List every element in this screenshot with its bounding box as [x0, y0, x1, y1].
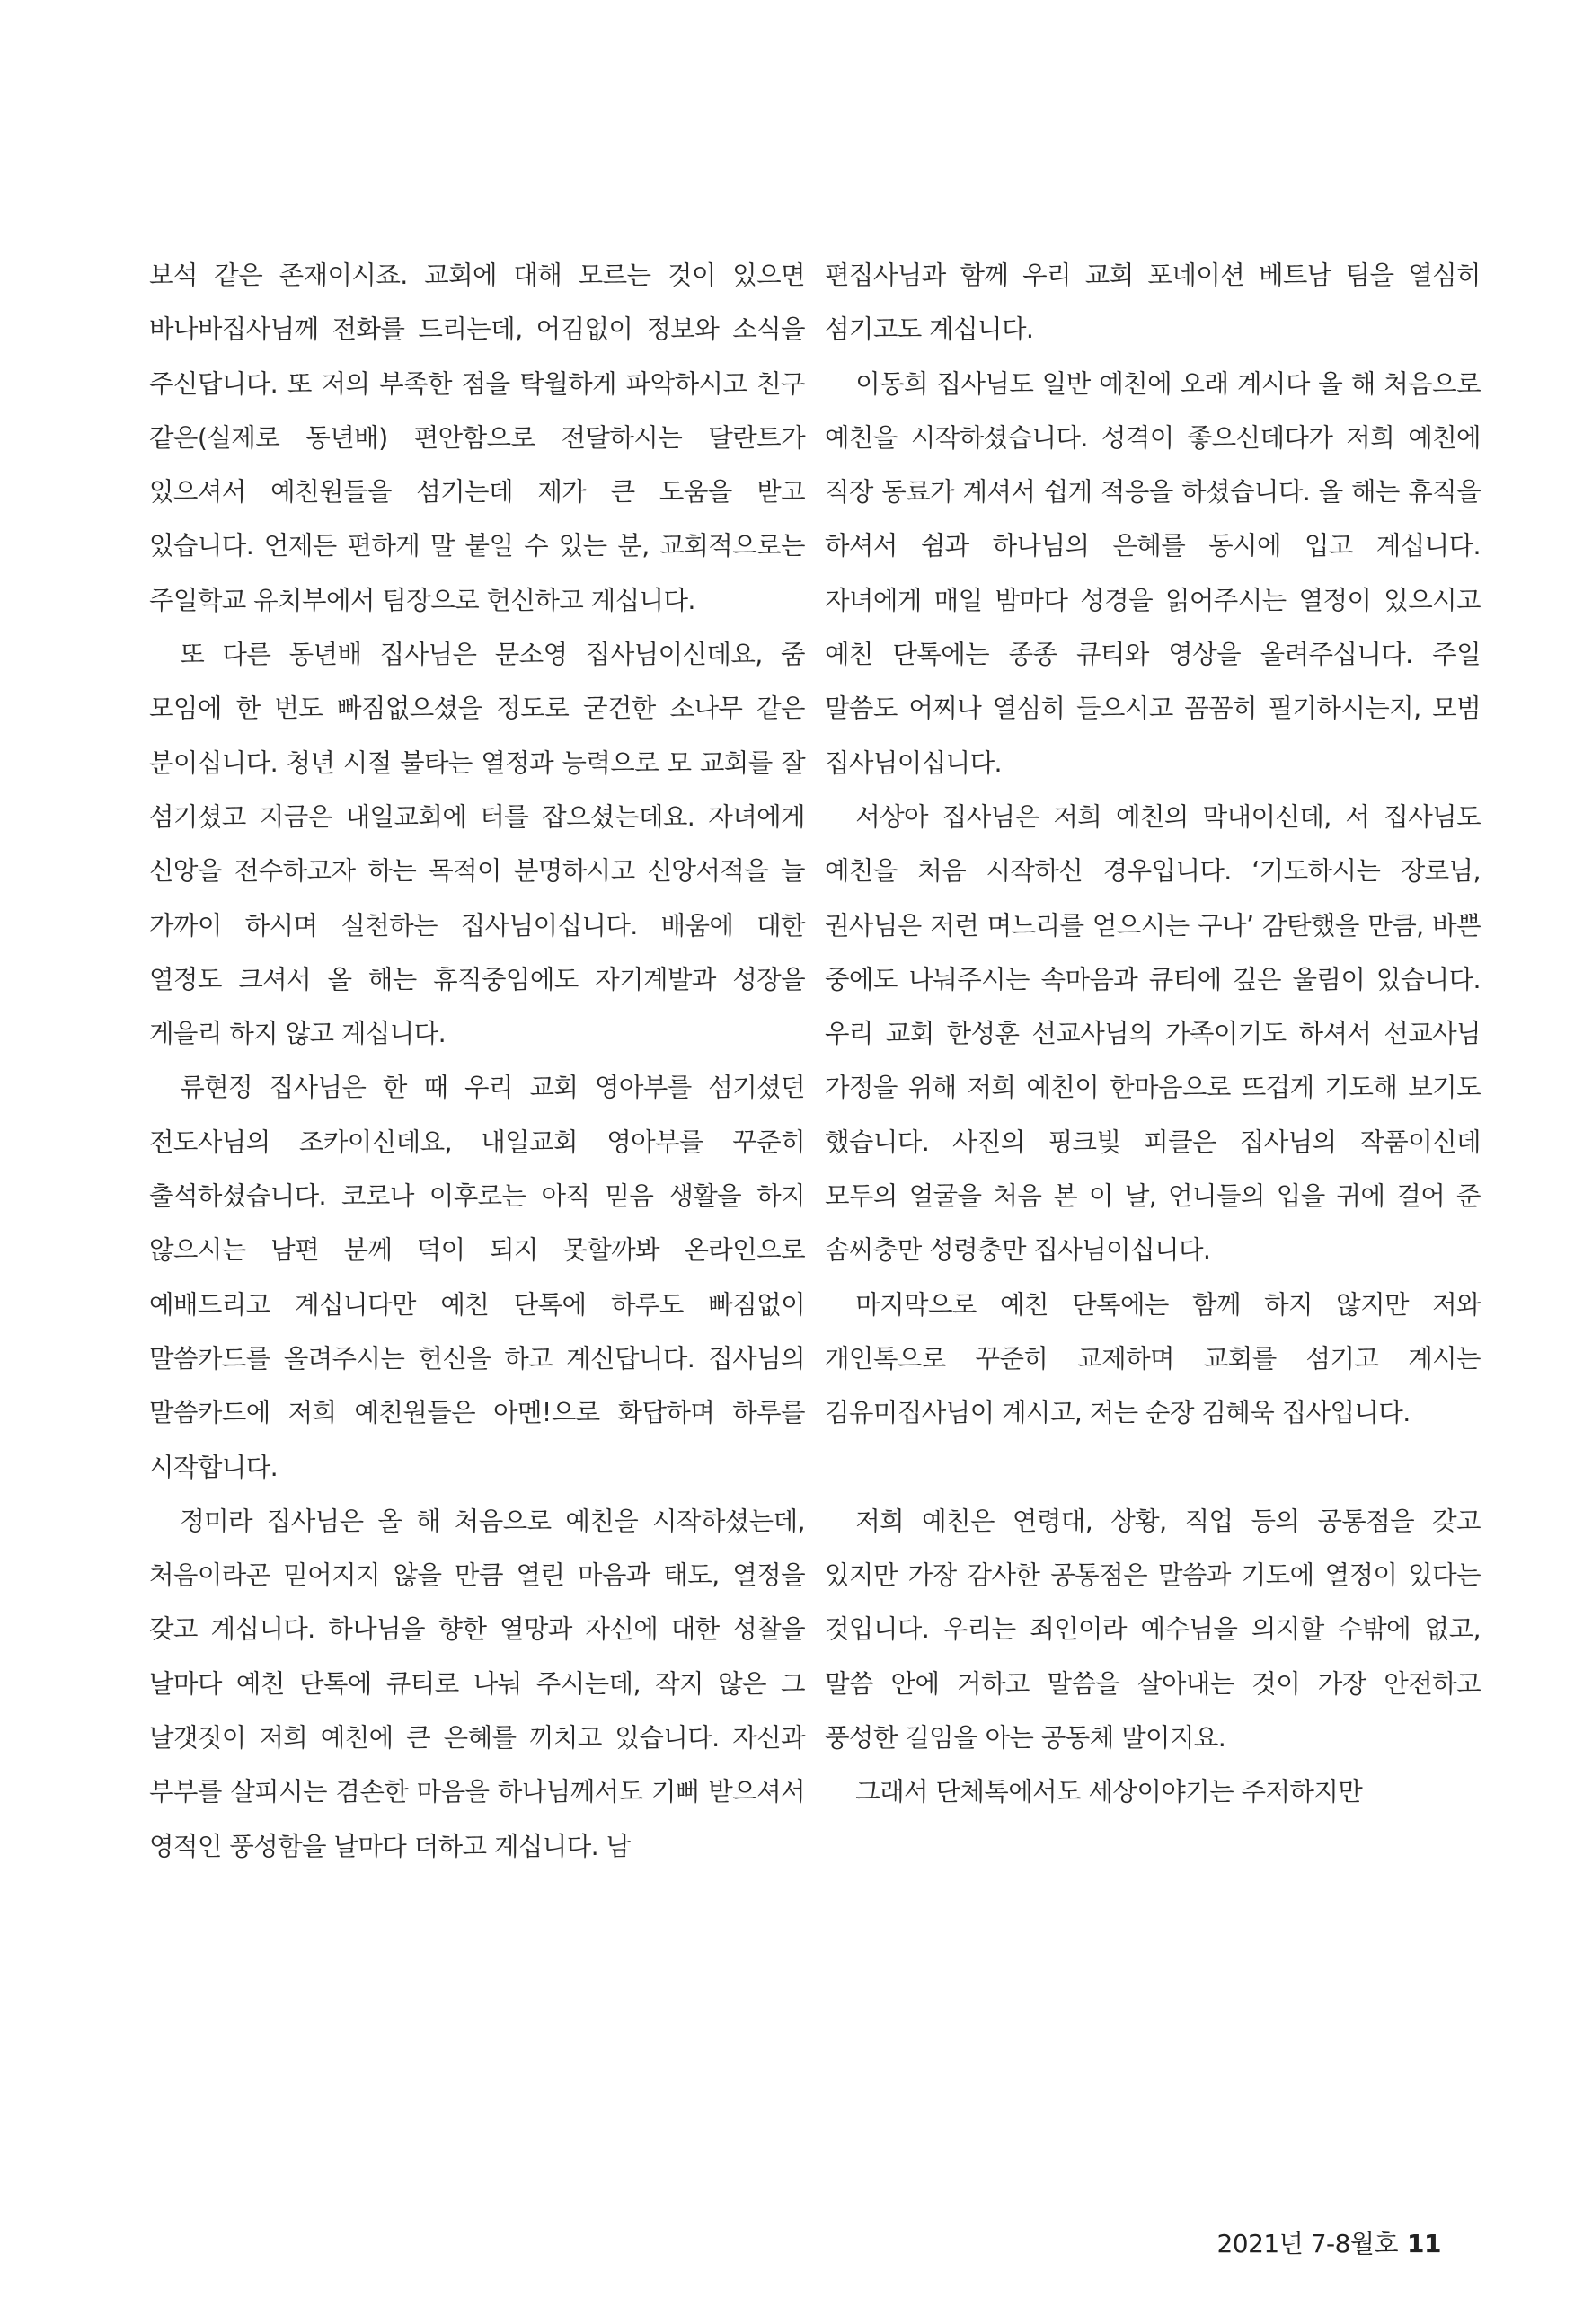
paragraph: 보석 같은 존재이시죠. 교회에 대해 모르는 것이 있으면 바나바집사님께 전화를 드리는데, 어김없이 정보와 소식을 주신답니다. 또 저의 부족한 점을 탁월하게 파악하시고 친구 같은(실제로 동년배) 편안함으로 전달하시는 달란트가 있으셔서 예친원들을 섬기는데 제가 큰 도움을 받고 있습니다. 언제든 편하게 말 붙일 수 있는 분, 교회적으로는 주일학교 유치부에서 팀장으로 헌신하고 계십니다. — [149, 261, 805, 615]
paragraph: 그래서 단체톡에서도 세상이야기는 주저하지만 — [855, 1777, 1363, 1807]
right-text-column — [825, 249, 1481, 1820]
issue-label: 2021년 7-8월호 — [1216, 2229, 1399, 2258]
paragraph: 편집사님과 함께 우리 교회 포네이션 베트남 팀을 열심히 섬기고도 계십니다. — [825, 261, 1481, 345]
paragraph-spacer — [825, 1441, 1481, 1495]
paragraph: 마지막으로 예친 단톡에는 함께 하지 않지만 저와 개인톡으로 꾸준히 교제하며 교회를 섬기고 계시는 김유미집사님이 계시고, 저는 순장 김혜욱 집사입니다. — [825, 1289, 1481, 1428]
left-text-column — [149, 249, 805, 1874]
paragraph: 또 다른 동년배 집사님은 문소영 집사님이신데요, 줌 모임에 한 번도 빠짐없으셨을 정도로 굳건한 소나무 같은 분이십니다. 청년 시절 불타는 열정과 능력으로 모 교회를 잘 섬기셨고 지금은 내일교회에 터를 잡으셨는데요. 자녀에게 신앙을 전수하고자 하는 목적이 분명하시고 신앙서적을 늘 가까이 하시며 실천하는 집사님이십니다. 배움에 대한 열정도 크셔서 올 해는 휴직중임에도 자기계발과 성장을 게을리 하지 않고 계십니다. — [149, 640, 805, 1049]
paragraph: 정미라 집사님은 올 해 처음으로 예친을 시작하셨는데, 처음이라곤 믿어지지 않을 만큼 열린 마음과 태도, 열정을 갖고 계십니다. 하나님을 향한 열망과 자신에 대한 성찰을 날마다 예친 단톡에 큐티로 나눠 주시는데, 작지 않은 그 날갯짓이 저희 예친에 큰 은혜를 끼치고 있습니다. 자신과 부부를 살피시는 겸손한 마음을 하나님께서도 기뻐 받으셔서 영적인 풍성함을 날마다 더하고 계십니다. 남 — [149, 1506, 805, 1861]
page-number: 11 — [1407, 2229, 1441, 2258]
paragraph: 서상아 집사님은 저희 예친의 막내이신데, 서 집사님도 예친을 처음 시작하신 경우입니다. ‘기도하시는 장로님, 권사님은 저런 며느리를 얻으시는 구나’ 감탄했을 만큼, 바쁜 중에도 나눠주시는 속마음과 큐티에 깊은 울림이 있습니다. 우리 교회 한성훈 선교사님의 가족이기도 하셔서 선교사님 가정을 위해 저희 예친이 한마음으로 뜨겁게 기도해 보기도 했습니다. 사진의 핑크빛 피클은 집사님의 작품이신데 모두의 얼굴을 처음 본 이 날, 언니들의 입을 귀에 걸어 준 솜씨충만 성령충만 집사님이십니다. — [825, 801, 1481, 1266]
page-footer — [1216, 2224, 1441, 2260]
paragraph: 류현정 집사님은 한 때 우리 교회 영아부를 섬기셨던 전도사님의 조카이신데요, 내일교회 영아부를 꾸준히 출석하셨습니다. 코로나 이후로는 아직 믿음 생활을 하지 않으시는 남편 분께 덕이 되지 못할까봐 온라인으로 예배드리고 계십니다만 예친 단톡에 하루도 빠짐없이 말씀카드를 올려주시는 헌신을 하고 계신답니다. 집사님의 말씀카드에 저희 예친원들은 아멘!으로 화답하며 하루를 시작합니다. — [149, 1073, 805, 1482]
paragraph: 이동희 집사님도 일반 예친에 오래 계시다 올 해 처음으로 예친을 시작하셨습니다. 성격이 좋으신데다가 저희 예친에 직장 동료가 계셔서 쉽게 적응을 하셨습니다. 올 해는 휴직을 하셔서 쉼과 하나님의 은혜를 동시에 입고 계십니다. 자녀에게 매일 밤마다 성경을 읽어주시는 열정이 있으시고 예친 단톡에는 종종 큐티와 영상을 올려주십니다. 주일 말씀도 어찌나 열심히 들으시고 꼼꼼히 필기하시는지, 모범 집사님이십니다. — [825, 368, 1481, 778]
paragraph: 저희 예친은 연령대, 상황, 직업 등의 공통점을 갖고 있지만 가장 감사한 공통점은 말씀과 기도에 열정이 있다는 것입니다. 우리는 죄인이라 예수님을 의지할 수밖에 없고, 말씀 안에 거하고 말씀을 살아내는 것이 가장 안전하고 풍성한 길임을 아는 공동체 말이지요. — [825, 1506, 1481, 1754]
